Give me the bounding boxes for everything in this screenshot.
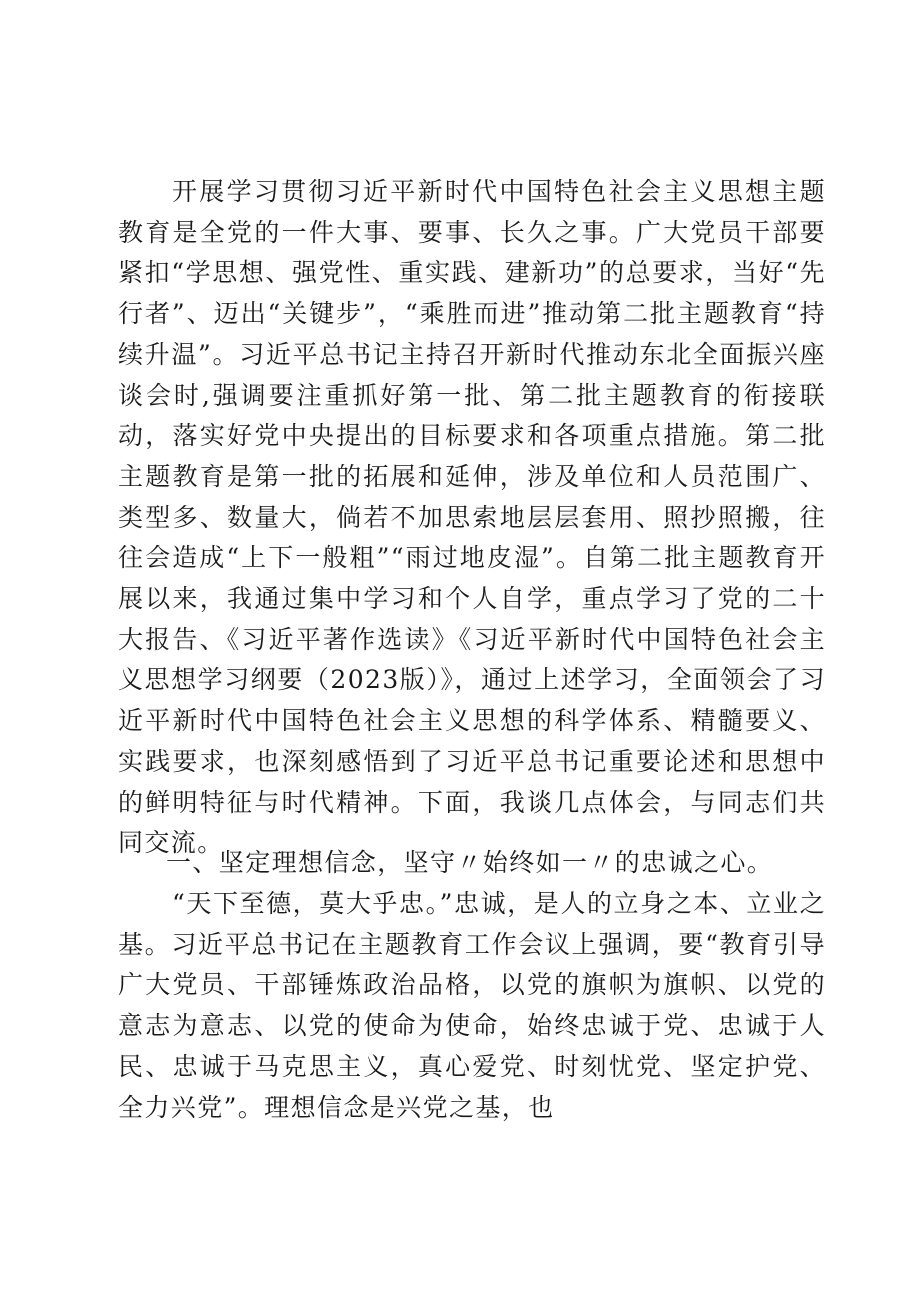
- section-heading-block: [118, 843, 826, 884]
- section-paragraph: “天下至德，莫大乎忠。”忠诚，是人的立身之本、立业之基。习近平总书记在主题教育工作会议上强调，要“教育引导广大党员、干部锤炼政治品格，以党的旗帜为旗帜、以党的意志为意志、以党的使命为使命，始终忠诚于党、忠诚于人民、忠诚于马克思主义，真心爱党、时刻忧党、坚定护党、全力兴党”。理想信念是兴党之基，也: [118, 889, 826, 1122]
- section-heading: 一、坚定理想信念，坚守〃始终如一〃的忠诚之心。: [166, 848, 774, 877]
- section-paragraph-block: [118, 884, 826, 1128]
- intro-paragraph: 开展学习贯彻习近平新时代中国特色社会主义思想主题教育是全党的一件大事、要事、长久之事。广大党员干部要紧扣“学思想、强党性、重实践、建新功”的总要求，当好“先行者”、迈出“关键步”，“乘胜而进”推动第二批主题教育“持续升温”。习近平总书记主持召开新时代推动东北全面振兴座谈会时,强调要注重抓好第一批、第二批主题教育的衔接联动，落实好党中央提出的目标要求和各项重点措施。第二批主题教育是第一批的拓展和延伸，涉及单位和人员范围广、类型多、数量大，倘若不加思索地层层套用、照抄照搬，往往会造成“上下一般粗”“雨过地皮湿”。自第二批主题教育开展以来，我通过集中学习和个人自学，重点学习了党的二十大报告、《习近平著作选读》《习近平新时代中国特色社会主义思想学习纲要（2023版）》，通过上述学习，全面领会了习近平新时代中国特色社会主义思想的科学体系、精髓要义、实践要求，也深刻感悟到了习近平总书记重要论述和思想中的鲜明特征与时代精神。下面，我谈几点体会，与同志们共同交流。: [118, 177, 826, 858]
- intro-paragraph-block: [118, 172, 826, 864]
